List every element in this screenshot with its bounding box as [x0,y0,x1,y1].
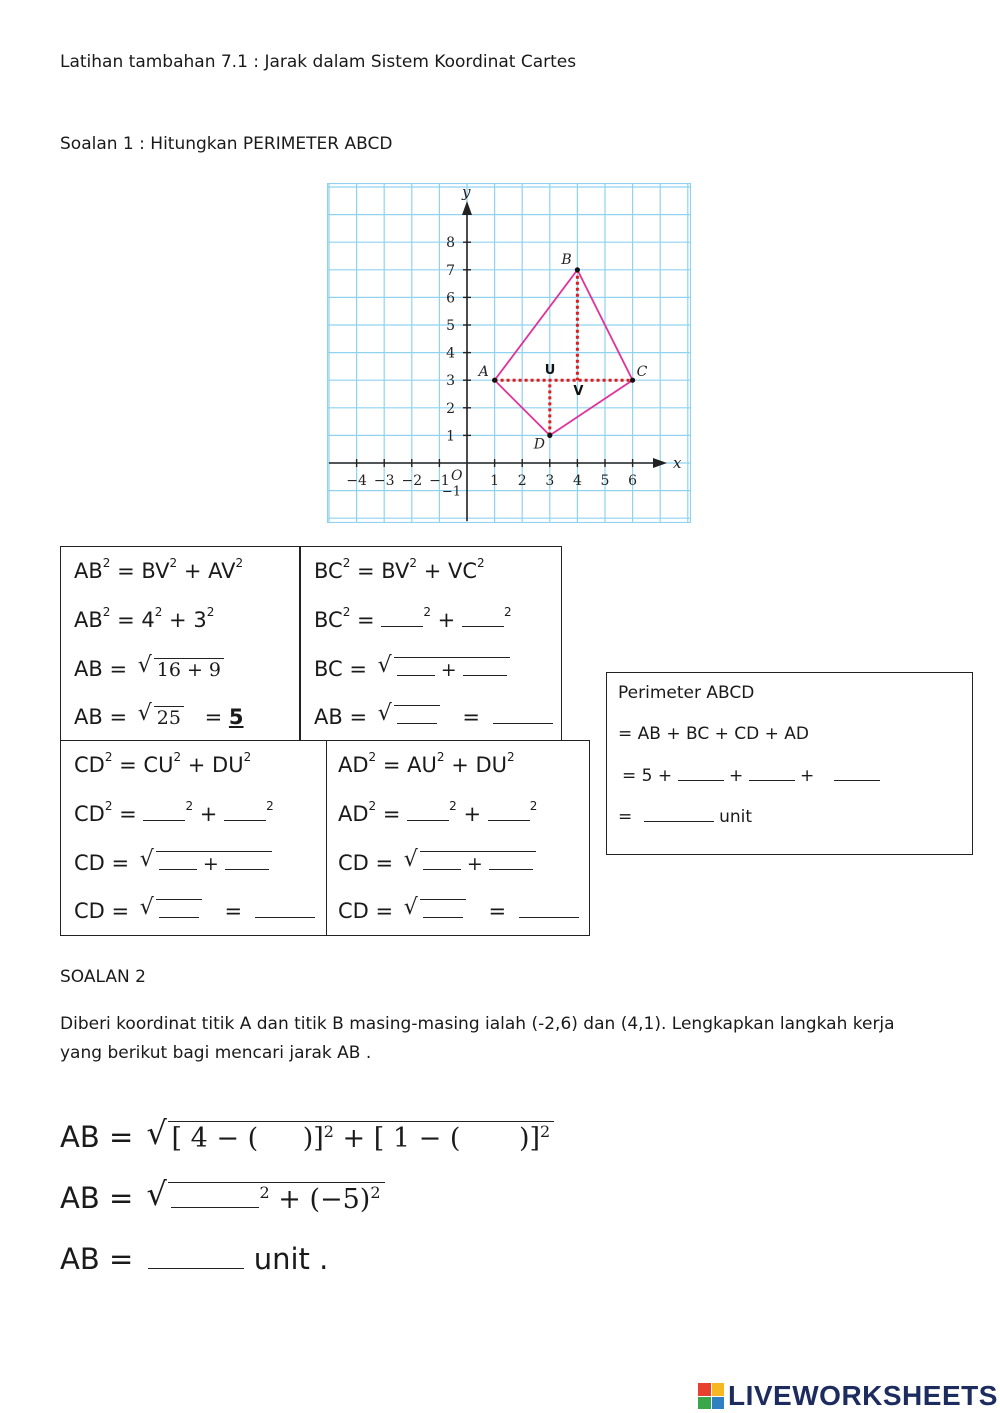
sqrt-icon: √ [139,895,154,920]
radicand [420,851,536,875]
ab-label: AB = [60,1120,134,1154]
cd-line-4 [74,895,315,923]
y-tick-label: 1 [446,428,455,445]
radicand [156,851,272,875]
sqrt-expression [377,701,440,729]
bc-line-4 [314,701,553,729]
answer-blank[interactable] [143,803,185,821]
cartesian-graph [327,183,691,523]
plus-sign: + [466,853,483,875]
origin-label: O [451,468,463,484]
ad-label: AD [338,802,369,826]
cd-label: CD = [74,851,130,875]
cd-label: CD [74,802,105,826]
unit-label: unit . [253,1242,329,1276]
vertex-b-label: B [561,251,572,268]
expr-part: + (−5) [269,1184,371,1215]
equals-sign: = [357,608,375,632]
sup: 2 [477,556,485,570]
y-tick-label: 7 [446,262,455,279]
sqrt-expression [137,653,224,681]
vertex-d-dot [547,433,552,438]
q2-line-3 [60,1242,328,1276]
sup: 2 [342,605,351,619]
vertex-b-dot [575,267,580,272]
perimeter-formula: = AB + BC + CD + AD [618,724,810,744]
y-axis-arrow-icon [462,201,472,215]
sup: 2 [104,750,113,764]
sqrt-icon: √ [403,895,418,920]
ab-line-2 [74,605,215,632]
expr-part: + [ 1 − ( [333,1123,461,1154]
plus-sign: + [202,853,219,875]
question-2-text: Diberi koordinat titik A dan titik B masing-masing ialah (-2,6) dan (4,1). Lengkapkan langkah kerja yang berikut bagi mencari jarak AB . [60,1014,895,1063]
plus-sign: + [463,802,482,826]
ab-line-1 [74,556,244,583]
ad-line-4 [338,895,579,923]
sqrt-expression [137,701,184,729]
ad-line-2 [338,799,538,826]
worksheet-title: Latihan tambahan 7.1 : Jarak dalam Sistem Koordinat Cartes [60,52,577,72]
bc-line-2 [314,605,512,632]
answer-blank[interactable] [255,900,315,918]
sqrt-expression [139,895,202,923]
sqrt-expression [146,1114,554,1154]
radicand [394,657,510,681]
answer-blank[interactable] [644,808,714,822]
perimeter-box [606,672,973,855]
y-tick-label: −1 [441,484,461,500]
point-u-label: U [544,363,556,379]
vertex-c-label: C [636,364,648,381]
answer-blank[interactable] [423,852,461,870]
sup: 2 [243,750,252,764]
sup: 2 [235,556,244,570]
cd-text: CD [74,753,105,777]
expr-part: )] [518,1123,541,1154]
cd-working-box [60,740,328,936]
answer-blank[interactable] [171,1186,259,1208]
perimeter-title: Perimeter ABCD [618,683,755,703]
answer-blank[interactable] [397,658,435,676]
answer-blank[interactable] [397,706,437,724]
sup: 2 [503,605,512,619]
bc-label: BC = [314,657,367,681]
answer-blank[interactable] [749,767,795,781]
ab-working-box [60,546,300,742]
answer-blank[interactable] [678,767,724,781]
ad-working-box [326,740,590,936]
x-tick-label: −2 [401,473,423,489]
question-2-heading: SOALAN 2 [60,967,146,987]
question-1-prompt: Soalan 1 : Hitungkan PERIMETER ABCD [60,134,393,154]
q2-line-1 [60,1114,554,1154]
radicand: 16 + 9 [154,658,224,681]
ab-text: AB [74,608,103,632]
ab-text: + 3 [162,608,207,632]
x-tick-label: 3 [545,473,555,489]
y-axis-label: y [462,183,471,201]
ab-label: AB = [60,1242,134,1276]
bc-text: = BV [350,559,410,583]
bc-text: + VC [417,559,478,583]
ad-line-3 [338,847,536,875]
x-tick-label: 6 [628,473,638,489]
ab-label: AB = [60,1181,134,1215]
y-tick-label: 4 [446,345,455,362]
cd-line-2 [74,799,274,826]
sup: 2 [104,799,113,813]
x-tick-label: −1 [429,473,450,489]
cd-label: CD = [74,899,130,923]
sqrt-icon: √ [137,653,152,678]
sup: 2 [370,1183,381,1202]
cd-line-1 [74,750,252,777]
point-v-label: V [573,384,584,400]
bc-working-box [300,546,562,742]
logo-square [712,1397,725,1410]
ab-text: = BV [110,559,170,583]
ab-text: AB [74,559,103,583]
y-tick-label: 5 [446,318,455,334]
answer-blank[interactable] [407,803,449,821]
sup: 2 [266,799,274,813]
bc-line-3 [314,653,510,681]
x-axis-label: x [673,454,682,472]
vertex-a-dot [492,378,497,383]
answer-blank[interactable] [381,609,423,627]
sqrt-icon: √ [377,653,392,678]
ad-label: CD = [338,899,394,923]
answer-blank[interactable] [463,658,507,676]
ab-text: + AV [177,559,236,583]
radicand: 25 [154,706,184,729]
cd-text: + DU [181,753,244,777]
unit-label: unit [719,807,752,827]
sup: 2 [540,1122,551,1141]
ab-label: AB = [74,705,128,729]
logo-icon [698,1383,724,1409]
q2-line-2 [60,1175,385,1215]
ad-label: CD = [338,851,394,875]
answer-blank[interactable] [493,706,553,724]
radicand [394,705,440,729]
bc-label: BC [314,608,343,632]
plus-sign: + [800,766,815,786]
answer-blank[interactable] [159,900,199,918]
sup: 2 [206,605,215,619]
answer-blank[interactable] [159,852,197,870]
ab-answer: 5 [228,705,244,729]
sup: 2 [102,605,111,619]
sup: 2 [102,556,111,570]
plus-sign: + [440,659,457,681]
radicand [168,1121,554,1154]
ab-line-4 [74,701,244,729]
ad-text: + DU [444,753,508,777]
x-tick-label: 5 [600,473,610,489]
logo-square [698,1397,711,1410]
y-tick-label: 6 [446,290,455,307]
answer-blank[interactable] [224,803,266,821]
sup: 2 [185,799,194,813]
cd-text: = CU [112,753,174,777]
sqrt-expression [403,847,536,875]
x-tick-label: 4 [572,473,582,489]
answer-blank[interactable] [423,900,463,918]
sup: 2 [423,605,431,619]
equals-sign: = [488,899,507,923]
y-tick-label: 3 [446,373,455,390]
sqrt-expression [146,1175,384,1215]
perimeter-text: = [618,807,633,827]
perimeter-text: = 5 + [622,766,673,786]
expr-part: )] [302,1123,324,1154]
ab-text: = 4 [110,608,155,632]
vertex-c-dot [630,378,635,383]
ad-text: = AU [376,753,437,777]
logo-square [712,1383,725,1396]
sqrt-icon: √ [146,1114,167,1152]
equals-sign: = [382,802,401,826]
radicand [156,899,202,923]
vertex-a-label: A [478,364,489,381]
x-tick-label: −3 [373,473,395,489]
plus-sign: + [728,766,744,786]
bc-text: BC [314,559,343,583]
tick-labels [346,183,682,500]
sqrt-icon: √ [377,701,392,726]
sup: 2 [529,799,538,813]
liveworksheets-logo [698,1378,998,1413]
ab-line-3 [74,653,224,681]
radicand [168,1182,384,1215]
sup: 2 [173,750,182,764]
sup: 2 [323,1122,334,1141]
equals-sign: = [119,802,137,826]
x-tick-label: −4 [346,473,367,489]
sqrt-icon: √ [146,1175,167,1213]
ab-label: AB = [74,657,128,681]
plus-sign: + [437,608,456,632]
sup: 2 [342,556,351,570]
answer-blank[interactable] [834,767,880,781]
equals-sign: = [204,705,223,729]
answer-blank[interactable] [519,900,579,918]
logo-square [698,1383,711,1396]
perimeter-result [618,807,752,827]
equals-sign: = [224,899,243,923]
sup: 2 [259,1183,270,1202]
vertex-d-label: D [533,436,546,453]
sup: 2 [154,605,163,619]
sqrt-icon: √ [139,847,154,872]
sup: 2 [368,799,377,813]
sup: 2 [449,799,457,813]
sqrt-icon: √ [137,701,152,726]
ad-line-1 [338,750,515,777]
sup: 2 [368,750,377,764]
answer-blank[interactable] [488,803,530,821]
cd-line-3 [74,847,272,875]
sqrt-expression [377,653,510,681]
answer-blank[interactable] [462,609,504,627]
y-tick-label: 2 [446,400,455,417]
expr-part: [ 4 − ( [171,1123,259,1154]
sqrt-expression [139,847,272,875]
sqrt-icon: √ [403,847,418,872]
answer-blank[interactable] [489,852,533,870]
bc-line-1 [314,556,485,583]
x-tick-label: 1 [490,473,500,489]
sup: 2 [507,750,515,764]
bc-label: AB = [314,705,368,729]
equals-sign: = [462,705,481,729]
ad-text: AD [338,753,369,777]
sup: 2 [169,556,178,570]
x-tick-label: 2 [517,473,527,489]
answer-blank[interactable] [148,1245,244,1269]
grid-lines [327,183,691,523]
sqrt-expression [403,895,466,923]
plus-sign: + [199,802,218,826]
sup: 2 [436,750,445,764]
perimeter-substitution [622,766,880,786]
radicand [420,899,466,923]
logo-text: LIVEWORKSHEETS [728,1380,998,1411]
y-tick-label: 8 [446,235,455,252]
answer-blank[interactable] [225,852,269,870]
sup: 2 [409,556,418,570]
